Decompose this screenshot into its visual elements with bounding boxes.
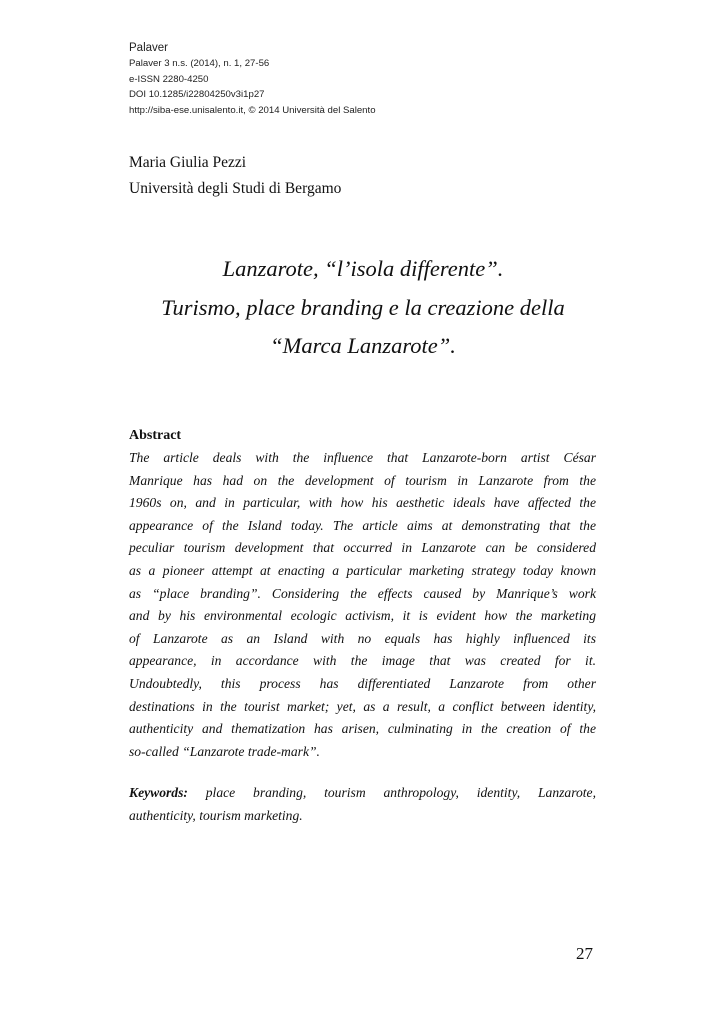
keywords-line-1 bbox=[129, 782, 596, 805]
abstract-line: appearance of the Island today. The article aims at demonstrating that the bbox=[129, 517, 596, 533]
keywords-section bbox=[129, 782, 596, 827]
abstract-heading: Abstract bbox=[129, 428, 182, 443]
abstract-line: The article deals with the influence that Lanzarote-born artist César bbox=[129, 450, 596, 465]
abstract-line: peculiar tourism development that occurred in Lanzarote can be considered bbox=[129, 540, 596, 556]
keywords-text-2: authenticity, tourism marketing. bbox=[129, 807, 303, 823]
journal-issue: Palaver 3 n.s. (2014), n. 1, 27-56 bbox=[129, 58, 270, 69]
author-block bbox=[129, 150, 341, 202]
author-affiliation: Università degli Studi di Bergamo bbox=[129, 180, 342, 197]
abstract-line: as a pioneer attempt at enacting a particular marketing strategy today known bbox=[129, 562, 596, 578]
abstract-line: as “place branding”. Considering the effects caused by Manrique’s work bbox=[129, 585, 596, 601]
abstract-line: of Lanzarote as an Island with no equals has highly influenced its bbox=[129, 630, 596, 646]
abstract-line: authenticity and thematization has arisen, culminating in the creation of the bbox=[129, 721, 596, 737]
journal-name: Palaver bbox=[129, 42, 168, 54]
journal-url: http://siba-ese.unisalento.it, © 2014 Università del Salento bbox=[129, 104, 376, 116]
article-title bbox=[100, 250, 626, 366]
abstract-line: and by his environmental ecologic activism, it is evident how the marketing bbox=[129, 608, 596, 624]
abstract-line: Manrique has had on the development of tourism in Lanzarote from the bbox=[129, 472, 596, 488]
author-name: Maria Giulia Pezzi bbox=[129, 154, 247, 171]
abstract-line: so-called “Lanzarote trade-mark”. bbox=[129, 743, 320, 759]
title-line-3: “Marca Lanzarote”. bbox=[270, 333, 456, 358]
title-line-2: Turismo, place branding e la creazione della bbox=[161, 294, 565, 320]
abstract-line: Undoubtedly, this process has differentiated Lanzarote from other bbox=[129, 675, 596, 691]
journal-issn: e-ISSN 2280-4250 bbox=[129, 73, 209, 85]
page-number: 27 bbox=[576, 944, 593, 963]
keywords-text-1: place branding, tourism anthropology, identity, Lanzarote, bbox=[205, 785, 596, 800]
journal-doi: DOI 10.1285/i22804250v3i1p27 bbox=[129, 89, 265, 100]
journal-header bbox=[129, 40, 376, 118]
abstract-line: destinations in the tourist market; yet, as a result, a conflict between identity, bbox=[129, 698, 596, 714]
abstract-section bbox=[129, 425, 596, 763]
abstract-line: appearance, in accordance with the image that was created for it. bbox=[129, 653, 596, 669]
abstract-line: 1960s on, and in particular, with how his aesthetic ideals have affected the bbox=[129, 495, 596, 511]
keywords-label: Keywords: bbox=[129, 785, 188, 800]
title-line-1: Lanzarote, “l’isola differente”. bbox=[222, 256, 504, 281]
abstract-body bbox=[129, 447, 596, 763]
